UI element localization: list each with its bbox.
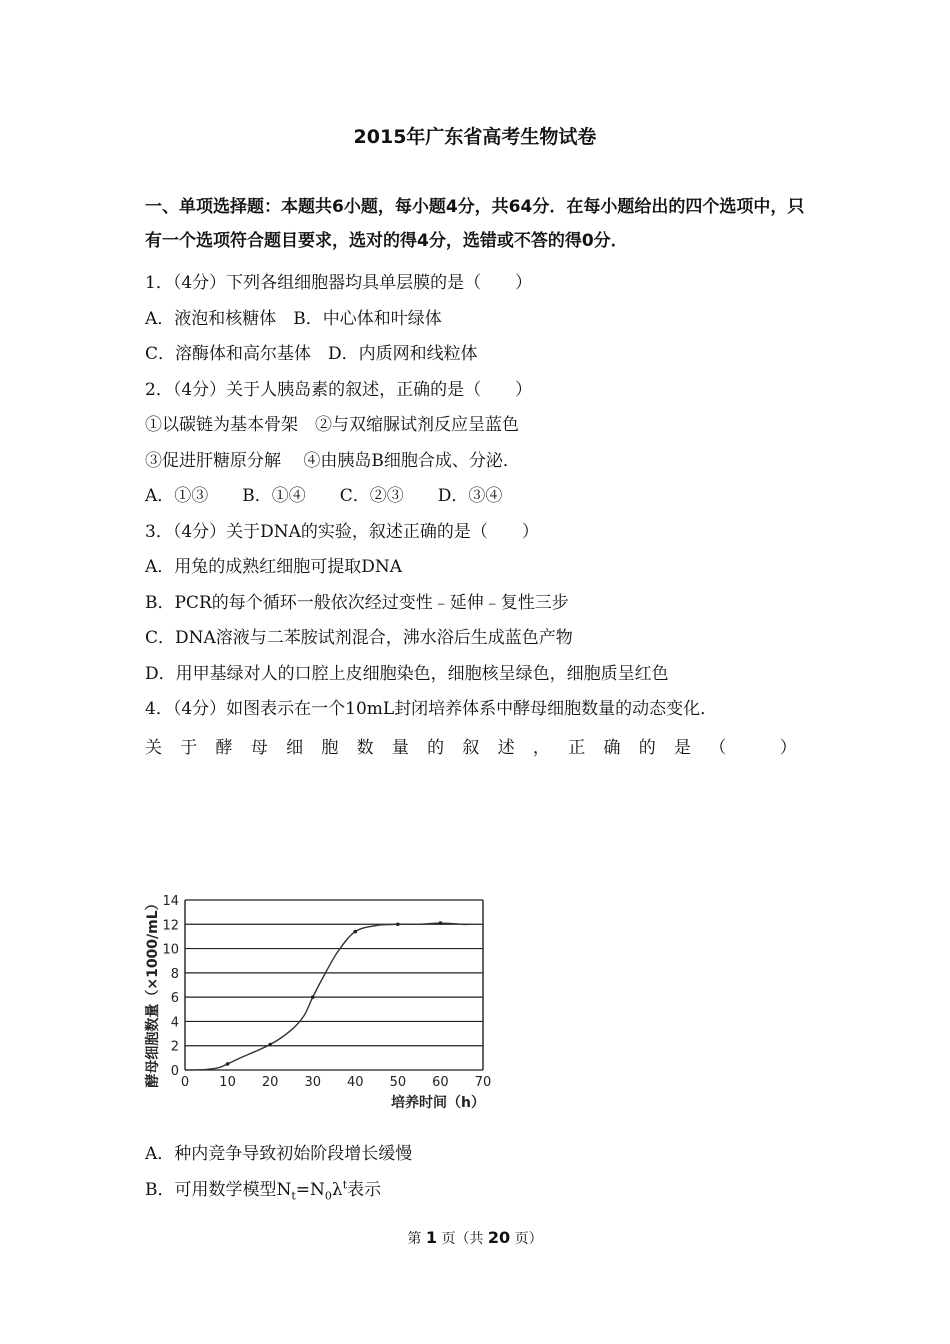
stem-char: 是 [673,738,691,758]
question-1-options-ab: A．液泡和核糖体 B．中心体和叶绿体 [145,309,442,329]
data-point [268,1043,272,1047]
yeast-growth-chart [138,880,508,1115]
y-axis-label: 酵母细胞数量（×1000/mL） [145,896,161,1088]
option-b-text: B．可用数学模型N [145,1180,292,1200]
question-4-stem: 4．（4分）如图表示在一个10mL封闭培养体系中酵母细胞数量的动态变化． [145,699,718,719]
series-line [185,923,470,1070]
page-footer [0,1228,950,1248]
footer-post: 页） [514,1231,543,1247]
footer-total-pages: 20 [487,1228,511,1247]
question-2-option-d: D．③④ [437,486,503,506]
option-b-sub-t: t [291,1189,296,1203]
option-b-suffix: 表示 [347,1180,382,1200]
stem-char: 量 [391,738,409,758]
question-2-option-b: B．①④ [242,486,306,506]
stem-char: 述 [497,738,515,758]
x-tick-label: 20 [261,1075,279,1090]
question-1-options-cd: C．溶酶体和高尔基体 D．内质网和线粒体 [145,344,478,364]
question-4-option-b [145,1175,381,1202]
option-b-eq: =N [295,1180,325,1200]
y-tick-label: 14 [162,894,179,909]
footer-pre: 第 [407,1231,422,1247]
y-tick-label: 4 [170,1015,179,1031]
stem-char: 叙 [462,738,480,758]
x-tick-label: 40 [347,1075,364,1090]
question-3-option-b: B．PCR的每个循环一般依次经过变性﹣延伸﹣复性三步 [145,593,569,613]
option-b-lambda: λ [331,1180,343,1200]
stem-char: 于 [180,738,198,758]
question-3-stem: 3．（4分）关于DNA的实验，叙述正确的是（ ） [145,522,539,542]
footer-page-number: 1 [425,1228,437,1247]
stem-char [745,733,762,758]
question-2-stem: 2．（4分）关于人胰岛素的叙述，正确的是（ ） [145,380,533,400]
data-point [311,995,315,999]
chart-axes [185,900,483,1070]
stem-char: 细 [286,738,304,758]
stem-char: ） [779,738,797,758]
section-heading: 一、单项选择题：本题共6小题，每小题4分，共64分．在每小题给出的四个选项中，只有一个选项符合题目要求，选对的得4分，选错或不答的得0分． [145,197,805,251]
x-tick-label: 30 [304,1075,321,1090]
y-tick-label: 12 [162,918,179,934]
stem-char: 母 [250,738,268,758]
data-point [396,922,400,926]
page-title: 2015年广东省高考生物试卷 [353,126,597,148]
y-tick-label: 8 [170,966,179,982]
stem-char: 确 [603,738,621,758]
stem-char: 酵 [215,738,233,758]
option-b-sup-t: t [342,1178,348,1192]
question-2-statements-2: ③促进肝糖原分解 ④由胰岛B细胞合成、分泌． [145,451,520,471]
question-3-option-c: C．DNA溶液与二苯胺试剂混合，沸水浴后生成蓝色产物 [145,628,573,648]
x-tick-label: 50 [389,1075,407,1090]
chart-gridlines [185,900,483,1070]
question-2-statements-1: ①以碳链为基本骨架 ②与双缩脲试剂反应呈蓝色 [145,415,519,435]
x-tick-label: 10 [219,1075,236,1090]
stem-char: 的 [638,738,656,758]
x-axis-label: 培养时间（h） [391,1095,485,1111]
y-tick-label: 10 [162,942,179,958]
question-3-option-a: A．用兔的成熟红细胞可提取DNA [145,557,403,577]
option-b-sub-0: 0 [324,1189,332,1203]
x-tick-label: 70 [474,1075,492,1090]
y-tick-label: 0 [170,1064,179,1079]
stem-char: 的 [427,738,445,758]
data-point [226,1062,230,1066]
y-tick-label: 6 [170,991,179,1007]
x-tick-label: 0 [180,1075,190,1090]
question-3-option-d: D．用甲基绿对人的口腔上皮细胞染色，细胞核呈绿色，细胞质呈红色 [145,664,669,684]
question-1-stem: 1．（4分）下列各组细胞器均具单层膜的是（ ） [145,273,533,293]
question-2-option-a: A．①③ [145,486,209,506]
x-tick-label: 60 [432,1075,449,1090]
data-point [353,930,357,934]
stem-char: 关 [145,738,162,758]
stem-char: 数 [356,738,374,758]
stem-char: 胞 [321,738,339,758]
chart-markers [226,921,442,1065]
question-2-option-c: C．②③ [339,486,404,506]
question-4-option-a: A．种内竞争导致初始阶段增长缓慢 [145,1144,413,1164]
y-tick-label: 2 [170,1039,179,1055]
stem-char: （ [709,738,727,758]
footer-mid: 页（共 [441,1231,484,1247]
question-4-stem-justified [145,733,797,758]
stem-char: ， [532,738,550,758]
question-2-options [145,481,502,506]
data-point [439,921,443,925]
stem-char: 正 [568,738,586,758]
